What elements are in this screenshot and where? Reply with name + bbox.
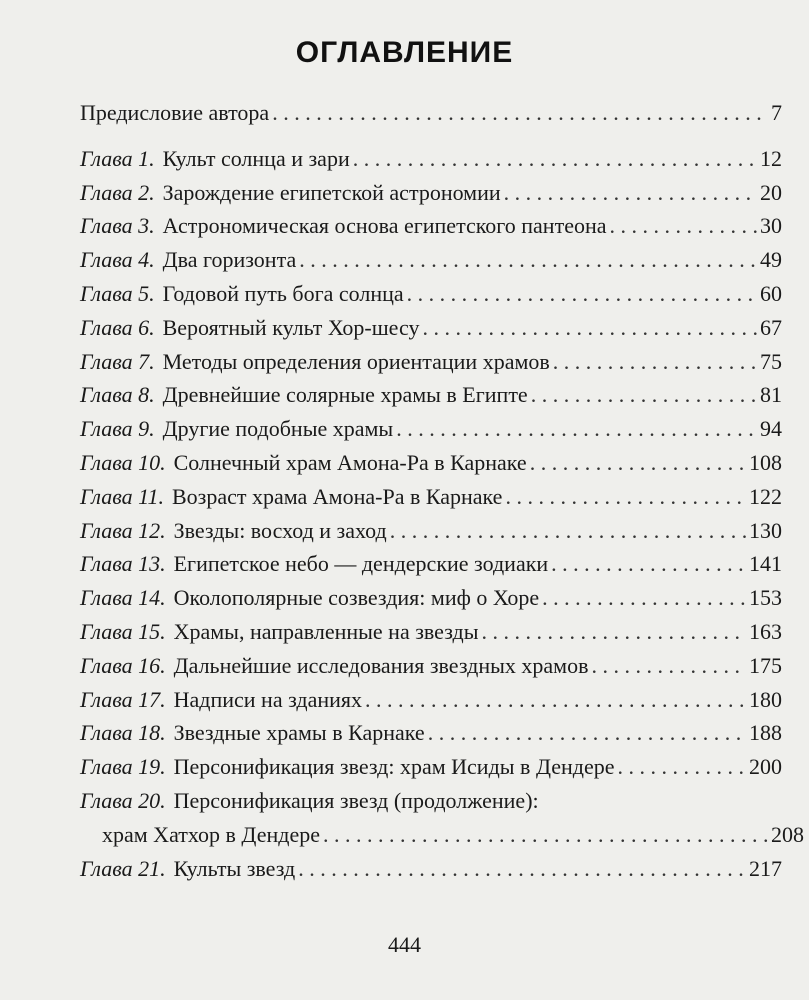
leader-dots (396, 412, 757, 446)
toc-entry-title: Культы звезд (173, 855, 296, 881)
chapter-label: Глава 11. (80, 483, 164, 509)
chapter-label: Глава 3. (80, 213, 155, 239)
leader-dots (505, 480, 746, 514)
leader-dots (323, 818, 768, 852)
toc-entry-chapter (80, 649, 782, 683)
toc-entry-title: Персонификация звезд (продолжение): (173, 787, 539, 813)
toc-entry-title: Годовой путь бога солнца (162, 280, 404, 306)
chapter-label: Глава 2. (80, 179, 155, 205)
page-title: ОГЛАВЛЕНИЕ (295, 36, 514, 69)
leader-dots (553, 345, 757, 379)
leader-dots (390, 514, 746, 548)
chapter-label: Глава 1. (80, 145, 155, 171)
toc-page-number: 94 (760, 416, 782, 442)
leader-dots (353, 142, 757, 176)
toc-page-number: 75 (760, 348, 782, 374)
toc-entry-chapter-21 (80, 852, 782, 886)
toc-page-number: 153 (749, 585, 782, 611)
chapter-label: Глава 10. (80, 449, 166, 475)
toc-entry-chapter (80, 716, 782, 750)
toc-entry-chapter (80, 176, 782, 210)
leader-dots (365, 683, 746, 717)
toc-entry-chapter (80, 412, 782, 446)
toc-page-number: 67 (760, 314, 782, 340)
leader-dots (504, 176, 757, 210)
toc-page-number: 217 (749, 855, 782, 881)
chapter-label: Глава 5. (80, 280, 155, 306)
toc-entry-chapter (80, 243, 782, 277)
toc-entry-chapter (80, 750, 782, 784)
toc-page-number: 130 (749, 517, 782, 543)
toc-entry-chapter (80, 446, 782, 480)
chapter-label: Глава 8. (80, 382, 155, 408)
chapter-label: Глава 7. (80, 348, 155, 374)
toc-page-number: 180 (749, 686, 782, 712)
leader-dots (422, 311, 757, 345)
toc-entry-title: Вероятный культ Хор-шесу (162, 314, 420, 340)
leader-dots (299, 243, 757, 277)
toc-page-number: 188 (749, 720, 782, 746)
toc-page-number: 208 (771, 821, 804, 847)
toc-entry-chapter (80, 514, 782, 548)
toc-entry-chapter (80, 345, 782, 379)
leader-dots (272, 96, 768, 130)
toc-page-number: 30 (760, 213, 782, 239)
chapter-label: Глава 13. (80, 551, 166, 577)
toc-entry-title: Дальнейшие исследования звездных храмов (173, 652, 589, 678)
toc-entry-title: Предисловие автора (80, 100, 270, 125)
leader-dots (298, 852, 746, 886)
table-of-contents (80, 96, 804, 885)
chapter-label: Глава 19. (80, 754, 166, 780)
chapter-label: Глава 15. (80, 618, 166, 644)
chapter-label: Глава 17. (80, 686, 166, 712)
toc-page-number: 163 (749, 618, 782, 644)
leader-dots (591, 649, 746, 683)
chapter-label: Глава 21. (80, 855, 166, 881)
toc-entry-title: Зарождение египетской астрономии (162, 179, 501, 205)
toc-entry-title: Храмы, направленные на звезды (173, 618, 479, 644)
toc-page-number: 7 (771, 100, 782, 125)
toc-entry-chapter (80, 378, 782, 412)
chapter-label: Глава 18. (80, 720, 166, 746)
toc-entry-title: Персонификация звезд: храм Исиды в Дендере (173, 754, 615, 780)
toc-entry-title: Древнейшие солярные храмы в Египте (162, 382, 528, 408)
leader-dots (530, 446, 746, 480)
toc-entry-title: Культ солнца и зари (162, 145, 350, 171)
chapter-list (80, 142, 782, 784)
toc-page-number: 141 (749, 551, 782, 577)
toc-entry-title: Два горизонта (162, 247, 297, 273)
toc-entry-chapter (80, 615, 782, 649)
leader-dots (617, 750, 746, 784)
chapter-label: Глава 12. (80, 517, 166, 543)
toc-page-number: 60 (760, 280, 782, 306)
toc-entry-title: Методы определения ориентации храмов (162, 348, 550, 374)
chapter-label: Глава 4. (80, 247, 155, 273)
toc-entry-chapter (80, 683, 782, 717)
toc-entry-title: Солнечный храм Амона-Ра в Карнаке (173, 449, 527, 475)
toc-page-number: 49 (760, 247, 782, 273)
toc-entry-chapter (80, 277, 782, 311)
toc-entry-chapter-20 (80, 784, 782, 818)
leader-dots (481, 615, 746, 649)
toc-page-number: 175 (749, 652, 782, 678)
leader-dots (407, 277, 757, 311)
toc-entry-title: Околополярные созвездия: миф о Хоре (173, 585, 540, 611)
chapter-label: Глава 9. (80, 416, 155, 442)
chapter-label: Глава 20. (80, 787, 166, 813)
toc-entry-title: Египетское небо — дендерские зодиаки (173, 551, 549, 577)
leader-dots (542, 581, 746, 615)
toc-page-number: 108 (749, 449, 782, 475)
toc-entry-title: Звездные храмы в Карнаке (173, 720, 425, 746)
toc-entry-chapter (80, 480, 782, 514)
toc-entry-chapter (80, 581, 782, 615)
toc-page-number: 20 (760, 179, 782, 205)
toc-entry-chapter (80, 142, 782, 176)
page-folio: 444 (388, 932, 421, 957)
leader-dots (610, 209, 758, 243)
toc-entry-title: Астрономическая основа египетского пантеона (162, 213, 607, 239)
leader-dots (428, 716, 746, 750)
toc-entry-preface (80, 96, 782, 130)
toc-entry-chapter (80, 547, 782, 581)
toc-entry-chapter-20-continuation (80, 818, 804, 852)
toc-entry-title: Надписи на зданиях (173, 686, 362, 712)
toc-page-number: 12 (760, 145, 782, 171)
chapter-label: Глава 14. (80, 585, 166, 611)
toc-page-number: 122 (749, 483, 782, 509)
toc-page-number: 81 (760, 382, 782, 408)
toc-entry-chapter (80, 311, 782, 345)
chapter-label: Глава 6. (80, 314, 155, 340)
toc-entry-chapter (80, 209, 782, 243)
chapter-label: Глава 16. (80, 652, 166, 678)
toc-entry-title: Возраст храма Амона-Ра в Карнаке (171, 483, 503, 509)
toc-entry-title-continuation: храм Хатхор в Дендере (102, 821, 320, 847)
leader-dots (531, 378, 757, 412)
toc-entry-title: Звезды: восход и заход (173, 517, 387, 543)
leader-dots (551, 547, 746, 581)
toc-page-number: 200 (749, 754, 782, 780)
toc-entry-title: Другие подобные храмы (162, 416, 394, 442)
